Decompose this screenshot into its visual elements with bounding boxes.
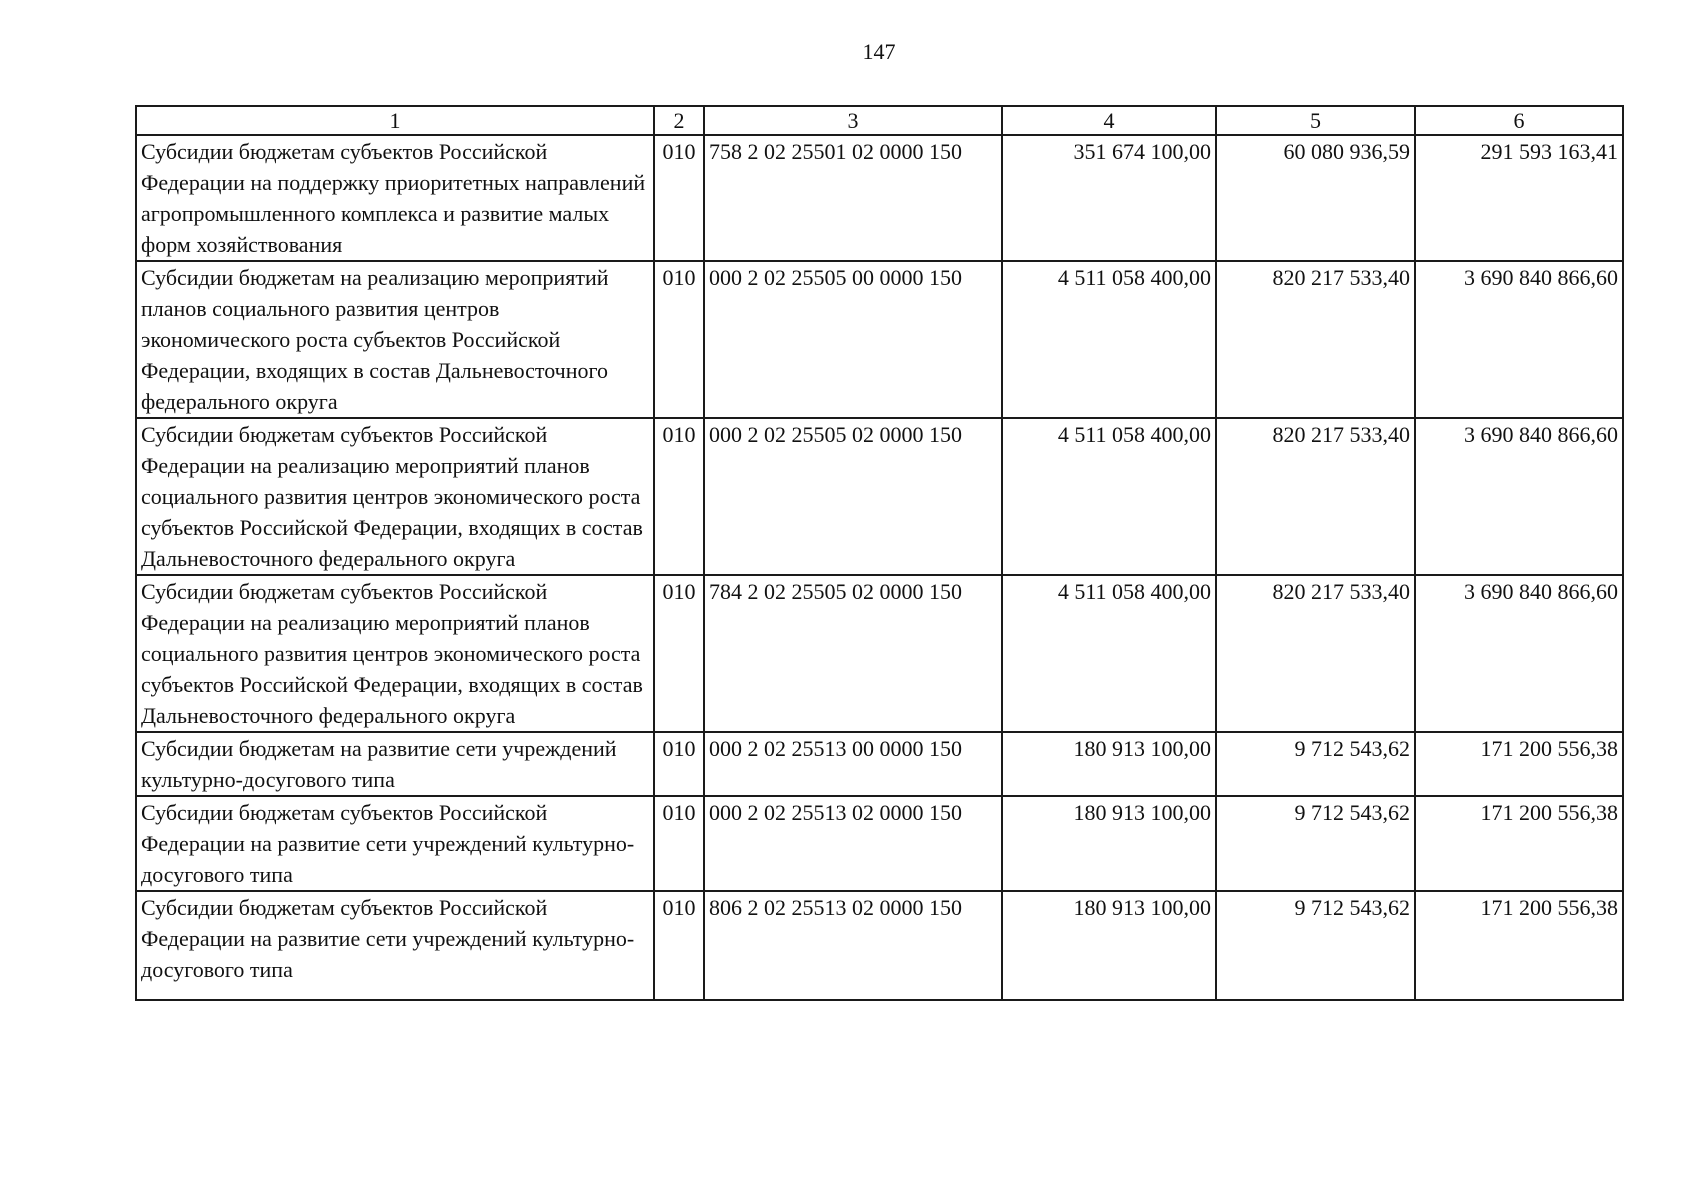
row-executed: 9 712 543,62 <box>1216 796 1415 891</box>
row-remaining: 3 690 840 866,60 <box>1415 575 1623 732</box>
row-code-short: 010 <box>654 135 704 261</box>
table-row <box>136 891 1623 1000</box>
row-remaining: 3 690 840 866,60 <box>1415 418 1623 575</box>
header-col-5: 5 <box>1216 106 1415 135</box>
row-code: 000 2 02 25513 00 0000 150 <box>704 732 1002 796</box>
row-approved: 180 913 100,00 <box>1002 732 1216 796</box>
header-col-3: 3 <box>704 106 1002 135</box>
row-code-short: 010 <box>654 891 704 1000</box>
row-approved: 4 511 058 400,00 <box>1002 261 1216 418</box>
row-remaining: 171 200 556,38 <box>1415 732 1623 796</box>
table-row <box>136 796 1623 891</box>
row-approved: 180 913 100,00 <box>1002 796 1216 891</box>
row-remaining: 171 200 556,38 <box>1415 891 1623 1000</box>
table-row <box>136 261 1623 418</box>
header-row <box>136 106 1623 135</box>
row-approved: 180 913 100,00 <box>1002 891 1216 1000</box>
row-executed: 9 712 543,62 <box>1216 732 1415 796</box>
row-name: Субсидии бюджетам на развитие сети учреждений культурно-досугового типа <box>136 732 654 796</box>
row-name: Субсидии бюджетам субъектов Российской Федерации на развитие сети учреждений культурно-досугового типа <box>136 891 654 1000</box>
row-remaining: 3 690 840 866,60 <box>1415 261 1623 418</box>
row-name: Субсидии бюджетам субъектов Российской Федерации на реализацию мероприятий планов социального развития центров экономического роста субъектов Российской Федерации, входящих в состав Дальневосточного федерального округа <box>136 575 654 732</box>
table-row <box>136 732 1623 796</box>
table-header <box>136 106 1623 135</box>
row-executed: 60 080 936,59 <box>1216 135 1415 261</box>
row-executed: 820 217 533,40 <box>1216 261 1415 418</box>
table-row <box>136 135 1623 261</box>
row-code-short: 010 <box>654 796 704 891</box>
table-row <box>136 575 1623 732</box>
row-approved: 351 674 100,00 <box>1002 135 1216 261</box>
row-code: 784 2 02 25505 02 0000 150 <box>704 575 1002 732</box>
row-name: Субсидии бюджетам субъектов Российской Федерации на поддержку приоритетных направлений агропромышленного комплекса и развитие малых форм хозяйствования <box>136 135 654 261</box>
header-col-6: 6 <box>1415 106 1623 135</box>
header-col-4: 4 <box>1002 106 1216 135</box>
budget-table <box>135 105 1624 1001</box>
row-code: 000 2 02 25505 00 0000 150 <box>704 261 1002 418</box>
row-executed: 820 217 533,40 <box>1216 418 1415 575</box>
header-col-1: 1 <box>136 106 654 135</box>
table-body <box>136 135 1623 1000</box>
row-approved: 4 511 058 400,00 <box>1002 418 1216 575</box>
row-executed: 820 217 533,40 <box>1216 575 1415 732</box>
row-code-short: 010 <box>654 575 704 732</box>
row-code: 000 2 02 25513 02 0000 150 <box>704 796 1002 891</box>
row-code: 758 2 02 25501 02 0000 150 <box>704 135 1002 261</box>
row-code: 806 2 02 25513 02 0000 150 <box>704 891 1002 1000</box>
row-remaining: 171 200 556,38 <box>1415 796 1623 891</box>
header-col-2: 2 <box>654 106 704 135</box>
row-executed: 9 712 543,62 <box>1216 891 1415 1000</box>
row-code-short: 010 <box>654 261 704 418</box>
row-approved: 4 511 058 400,00 <box>1002 575 1216 732</box>
row-remaining: 291 593 163,41 <box>1415 135 1623 261</box>
row-code: 000 2 02 25505 02 0000 150 <box>704 418 1002 575</box>
row-name: Субсидии бюджетам субъектов Российской Федерации на развитие сети учреждений культурно-досугового типа <box>136 796 654 891</box>
row-name: Субсидии бюджетам субъектов Российской Федерации на реализацию мероприятий планов социального развития центров экономического роста субъектов Российской Федерации, входящих в состав Дальневосточного федерального округа <box>136 418 654 575</box>
page-number: 147 <box>862 39 896 64</box>
table-row <box>136 418 1623 575</box>
row-name: Субсидии бюджетам на реализацию мероприятий планов социального развития центров экономического роста субъектов Российской Федерации, входящих в состав Дальневосточного федерального округа <box>136 261 654 418</box>
row-code-short: 010 <box>654 732 704 796</box>
row-code-short: 010 <box>654 418 704 575</box>
